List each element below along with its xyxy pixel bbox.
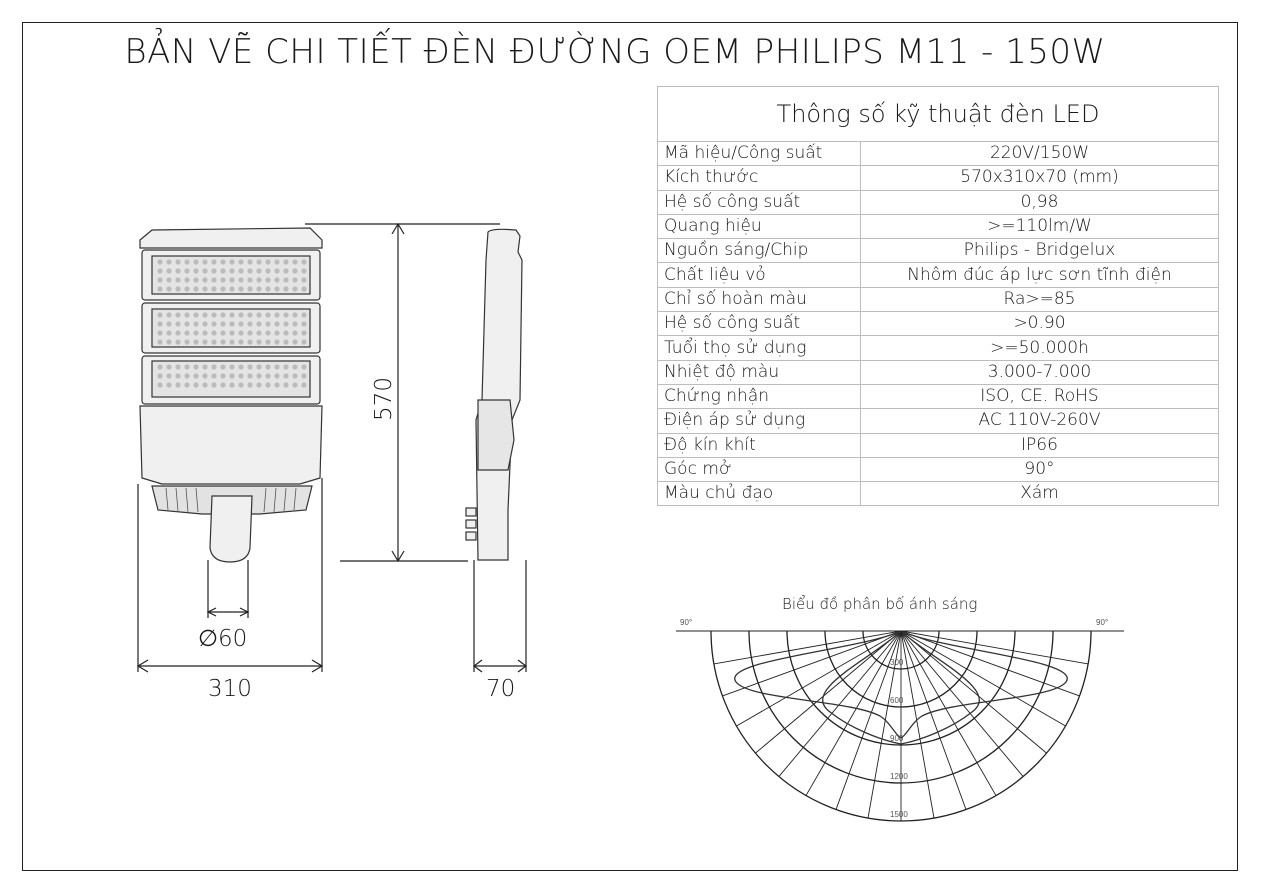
- spec-label: Chỉ số hoàn màu: [658, 287, 861, 311]
- height-dim-label: 570: [370, 377, 397, 421]
- spec-value: >=110lm/W: [861, 214, 1219, 238]
- spec-value: 3.000-7.000: [861, 360, 1219, 384]
- spec-label: Nhiệt độ màu: [658, 360, 861, 384]
- pole-dim-label: ∅60: [198, 626, 248, 652]
- spec-label: Hệ số công suất: [658, 312, 861, 336]
- depth-dim-label: 70: [486, 676, 516, 702]
- polar-title: Biểu đồ phân bố ánh sáng: [782, 595, 978, 613]
- spec-value: >=50.000h: [861, 336, 1219, 360]
- polar-angle-right: 90°: [1096, 618, 1109, 627]
- spec-label: Tuổi thọ sử dụng: [658, 336, 861, 360]
- spec-label: Độ kín khít: [658, 433, 861, 457]
- spec-value: 570x310x70 (mm): [861, 166, 1219, 190]
- spec-value: Xám: [861, 482, 1219, 506]
- width-dim-label: 310: [208, 676, 252, 702]
- polar-ring-label: 300: [890, 658, 904, 667]
- polar-ring-label: 1200: [890, 772, 908, 781]
- spec-value: 0,98: [861, 190, 1219, 214]
- spec-value: 90°: [861, 457, 1219, 481]
- spec-value: Nhôm đúc áp lực sơn tĩnh điện: [861, 263, 1219, 287]
- spec-value: >0.90: [861, 312, 1219, 336]
- spec-label: Hệ số công suất: [658, 190, 861, 214]
- spec-value: ISO, CE. RoHS: [861, 384, 1219, 408]
- spec-label: Góc mở: [658, 457, 861, 481]
- polar-angle-left: 90°: [680, 618, 693, 627]
- spec-label: Nguồn sáng/Chip: [658, 239, 861, 263]
- spec-label: Màu chủ đạo: [658, 482, 861, 506]
- spec-value: Ra>=85: [861, 287, 1219, 311]
- spec-label: Quang hiệu: [658, 214, 861, 238]
- spec-value: 220V/150W: [861, 142, 1219, 166]
- page-title: BẢN VẼ CHI TIẾT ĐÈN ĐƯỜNG OEM PHILIPS M11 - 150W: [124, 32, 1106, 72]
- spec-value: AC 110V-260V: [861, 409, 1219, 433]
- spec-label: Chứng nhận: [658, 384, 861, 408]
- spec-value: IP66: [861, 433, 1219, 457]
- spec-label: Chất liệu vỏ: [658, 263, 861, 287]
- polar-ring-label: 1500: [890, 810, 908, 819]
- spec-label: Điện áp sử dụng: [658, 409, 861, 433]
- spec-label: Mã hiệu/Công suất: [658, 142, 861, 166]
- spec-heading: Thông số kỹ thuật đèn LED: [658, 87, 1219, 142]
- spec-value: Philips - Bridgelux: [861, 239, 1219, 263]
- spec-label: Kích thước: [658, 166, 861, 190]
- polar-ring-label: 600: [890, 696, 904, 705]
- polar-ring-label: 900: [890, 734, 904, 743]
